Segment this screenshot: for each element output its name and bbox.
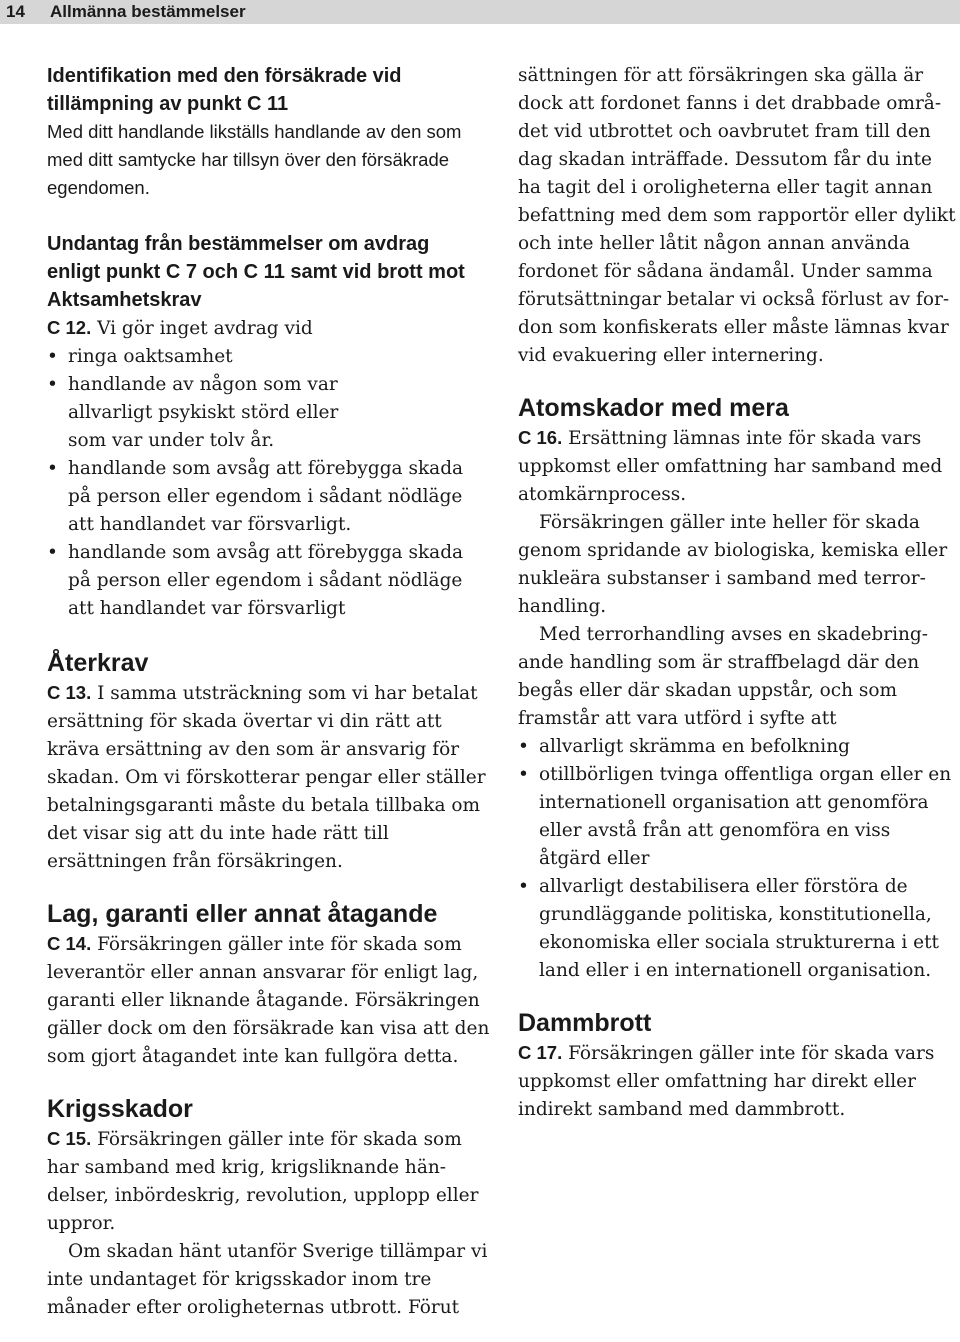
atomic-body-3: Med terrorhandling avses en skadebringande handling som är straffbelagd där den begås eller där skadan uppstår, och som framstår att vara utförd i syfte att — [518, 624, 929, 729]
c15-text: Försäkringen gäller inte för skada som har samband med krig, krigsliknande händelser, inbördeskrig, revolution, upplopp eller uppror. — [47, 1129, 479, 1234]
c12-intro: Vi gör inget avdrag vid — [91, 318, 313, 339]
c15-label: C 15. — [47, 1128, 92, 1149]
recourse-heading: Återkrav — [47, 649, 149, 677]
recourse-section — [47, 647, 492, 876]
c16-label: C 16. — [518, 427, 563, 448]
list-item: • ringa oaktsamhet — [47, 343, 467, 371]
war-section — [47, 1093, 492, 1322]
left-column — [47, 62, 492, 1322]
c13-text: I samma utsträckning som vi har betalat ersättning för skada övertar vi din rätt att kräva ersättning av den som är ansvarig för skadan. Om vi förskotterar pengar eller ställer betalningsgaranti måste du betala tillbaka om det visar sig att du inte hade rätt till ersättningen från försäkringen. — [47, 683, 486, 872]
war-body — [47, 1125, 492, 1238]
list-item: • allvarligt destabilisera eller förstöra de grundläggande politiska, konstitutionella, ekonomiska eller sociala strukturerna i ett land eller i en internationell organisation. — [518, 873, 958, 985]
page-header — [0, 0, 960, 24]
c12-label: C 12. — [47, 317, 92, 338]
war-body-2: Om skadan hänt utanför Sverige tillämpar vi inte undantaget för krigsskador inom tre månader efter oroligheternas utbrott. Förut — [47, 1241, 488, 1318]
c14-text: Försäkringen gäller inte för skada som leverantör eller annan ansvarar för enligt lag, garanti eller liknande åtagande. Försäkringen gäller dock om den försäkrade kan visa att den som gjort åtagandet inte kan fullgöra detta. — [47, 934, 490, 1067]
dam-heading: Dammbrott — [518, 1009, 652, 1037]
law-body — [47, 930, 492, 1071]
identification-body: Med ditt handlande likställs handlande av den som med ditt samtycke har tillsyn över den försäkrade egendomen. — [47, 121, 462, 198]
atomic-section — [518, 392, 958, 985]
atomic-body — [518, 424, 958, 509]
section-title: Allmänna bestämmelser — [50, 2, 246, 21]
continuation-text: sättningen för att försäkringen ska gälla är dock att fordonet fanns i det drabbade området vid utbrottet och oavbrutet fram till den dag skadan inträffade. Dessutom får du inte ha tagit del i oroligheterna eller tagit annan befattning med dem som rapportör eller dylikt och inte heller låtit någon annan använda fordonet för sådana ändamål. Under samma förutsättningar betalar vi också förlust av fordon som konfiskerats eller måste lämnas kvar vid evakuering eller internering. — [518, 65, 956, 366]
atomic-list — [518, 733, 958, 985]
identification-section — [47, 62, 492, 202]
list-item: • handlande som avsåg att förebygga skada på person eller egendom i sådant nödläge att handlandet var försvarligt. — [47, 455, 467, 539]
atomic-heading: Atomskador med mera — [518, 394, 789, 422]
right-column — [518, 62, 958, 1124]
exception-section — [47, 230, 492, 623]
list-item: • allvarligt skrämma en befolkning — [518, 733, 958, 761]
law-heading: Lag, garanti eller annat åtagande — [47, 900, 438, 928]
identification-heading: Identifikation med den försäkrade vid tillämpning av punkt C 11 — [47, 65, 402, 115]
exception-heading: Undantag från bestämmelser om avdrag enligt punkt C 7 och C 11 samt vid brott mot Aktsamhetskrav — [47, 233, 465, 311]
exception-intro — [47, 314, 492, 343]
law-section — [47, 898, 492, 1071]
c17-label: C 17. — [518, 1042, 563, 1063]
exception-list — [47, 343, 467, 623]
recourse-body — [47, 679, 492, 876]
list-item: • handlande som avsåg att förebygga skada på person eller egendom i sådant nödläge att handlandet var försvarligt — [47, 539, 467, 623]
dam-body — [518, 1039, 958, 1124]
c14-label: C 14. — [47, 933, 92, 954]
list-item: • handlande av någon som var allvarligt psykiskt störd eller som var under tolv år. — [47, 371, 358, 455]
page-number: 14 — [6, 2, 25, 21]
war-heading: Krigsskador — [47, 1095, 193, 1123]
dam-section — [518, 1007, 958, 1124]
c17-text: Försäkringen gäller inte för skada vars uppkomst eller omfattning har direkt eller indirekt samband med dammbrott. — [518, 1043, 935, 1120]
c16-text: Ersättning lämnas inte för skada vars uppkomst eller omfattning har samband med atomkärnprocess. — [518, 428, 943, 505]
list-item: • otillbörligen tvinga offentliga organ eller en internationell organisation att genomföra eller avstå från att genomföra en viss åtgärd eller — [518, 761, 958, 873]
c13-label: C 13. — [47, 682, 92, 703]
atomic-body-2: Försäkringen gäller inte heller för skada genom spridande av biologiska, kemiska eller nukleära substanser i samband med terrorhandling. — [518, 512, 948, 617]
